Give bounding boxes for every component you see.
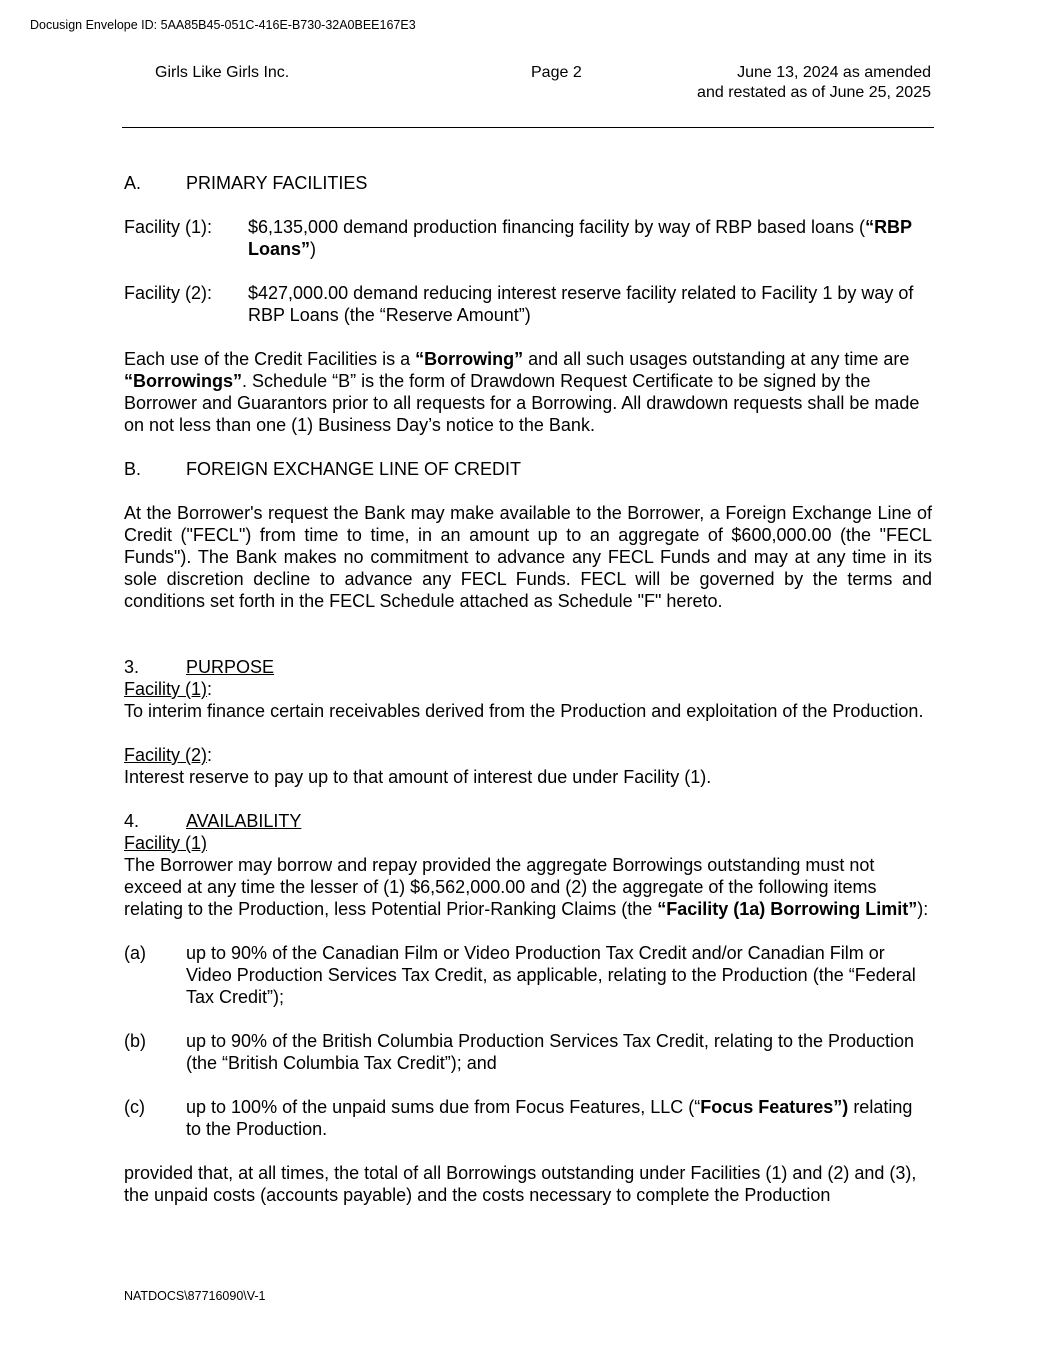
- section-b-heading: [124, 458, 932, 480]
- availability-closing: provided that, at all times, the total of all Borrowings outstanding under Facilities (1) and (2) and (3), the unpaid costs (accounts payable) and the costs necessary to complete the Production: [124, 1163, 917, 1205]
- list-item: [124, 942, 932, 1008]
- purpose-facility-1-text: To interim finance certain receivables derived from the Production and exploitation of the Production.: [124, 701, 924, 721]
- availability-facility-1-label: Facility (1): [124, 833, 208, 853]
- section-3-title: PURPOSE: [186, 657, 275, 677]
- section-a-title: PRIMARY FACILITIES: [186, 173, 368, 193]
- list-item-text: up to 100% of the unpaid sums due from Focus Features, LLC (“Focus Features”) relating to the Production.: [186, 1097, 913, 1139]
- facility-2-row: [124, 282, 932, 326]
- purpose-facility-2-text: Interest reserve to pay up to that amount of interest due under Facility (1).: [124, 767, 712, 787]
- list-item: [124, 1030, 932, 1074]
- section-4-number: 4.: [124, 811, 140, 831]
- purpose-facility-1-label: Facility (1):: [124, 679, 213, 699]
- document-body: [124, 172, 932, 1206]
- facility-2-text: $427,000.00 demand reducing interest reserve facility related to Facility 1 by way of RBP Loans (the “Reserve Amount”): [248, 283, 914, 325]
- list-item-text: up to 90% of the British Columbia Production Services Tax Credit, relating to the Production (the “British Columbia Tax Credit”); and: [186, 1031, 915, 1073]
- focus-features-term: Focus Features”): [700, 1097, 849, 1117]
- purpose-facility-2-label: Facility (2):: [124, 745, 213, 765]
- header-divider: [122, 127, 934, 128]
- section-3-number: 3.: [124, 657, 140, 677]
- availability-intro: The Borrower may borrow and repay provided the aggregate Borrowings outstanding must not exceed at any time the lesser of (1) $6,562,000.00 and (2) the aggregate of the following items relating to the Production, less Potential Prior-Ranking Claims (the “Facility (1a) Borrowing Limit”):: [124, 855, 929, 919]
- document-footer-id: NATDOCS\87716090\V-1: [124, 1289, 266, 1303]
- facility-2-label: Facility (2):: [124, 283, 213, 303]
- borrowing-term: “Borrowing”: [415, 349, 524, 369]
- borrowings-term: “Borrowings”: [124, 371, 243, 391]
- header-company: Girls Like Girls Inc.: [155, 64, 290, 81]
- section-3-heading: [124, 656, 932, 678]
- header-page-number: Page 2: [531, 64, 582, 81]
- section-a-letter: A.: [124, 173, 142, 193]
- section-a-heading: [124, 172, 932, 194]
- section-b-title: FOREIGN EXCHANGE LINE OF CREDIT: [186, 459, 522, 479]
- list-item-label: (b): [124, 1031, 146, 1051]
- list-item-label: (c): [124, 1097, 145, 1117]
- facility-1-row: [124, 216, 932, 260]
- section-4-title: AVAILABILITY: [186, 811, 302, 831]
- list-item-label: (a): [124, 943, 146, 963]
- rbp-loans-term: “RBP Loans”: [248, 217, 912, 259]
- borrowing-limit-term: “Facility (1a) Borrowing Limit”: [657, 899, 918, 919]
- header-date-line1: June 13, 2024 as amended: [737, 64, 931, 81]
- header-date: [611, 63, 931, 103]
- section-4-heading: [124, 810, 932, 832]
- fecl-paragraph: At the Borrower's request the Bank may make available to the Borrower, a Foreign Exchange Line of Credit ("FECL") from time to time, in an amount up to an aggregate of $600,000.00 (the "FECL Funds"). The Bank makes no commitment to advance any FECL Funds and may at any time in its sole discretion decline to advance any FECL Funds. FECL will be governed by the terms and conditions set forth in the FECL Schedule attached as Schedule "F" hereto.: [124, 503, 932, 611]
- list-item-text: up to 90% of the Canadian Film or Video Production Tax Credit and/or Canadian Film or Video Production Services Tax Credit, as applicable, relating to the Production (the “Federal Tax Credit”);: [186, 943, 916, 1007]
- facility-1-text: $6,135,000 demand production financing facility by way of RBP based loans (“RBP Loans”): [248, 217, 912, 259]
- header-date-line2: and restated as of June 25, 2025: [697, 84, 931, 101]
- borrowing-paragraph: Each use of the Credit Facilities is a “Borrowing” and all such usages outstanding at any time are “Borrowings”. Schedule “B” is the form of Drawdown Request Certificate to be signed by the Borrower and Guarantors prior to all requests for a Borrowing. All drawdown requests shall be made on not less than one (1) Business Day’s notice to the Bank.: [124, 349, 920, 435]
- section-b-letter: B.: [124, 459, 142, 479]
- facility-1-label: Facility (1):: [124, 217, 213, 237]
- docusign-envelope-id: Docusign Envelope ID: 5AA85B45-051C-416E-B730-32A0BEE167E3: [30, 18, 416, 32]
- list-item: [124, 1096, 932, 1140]
